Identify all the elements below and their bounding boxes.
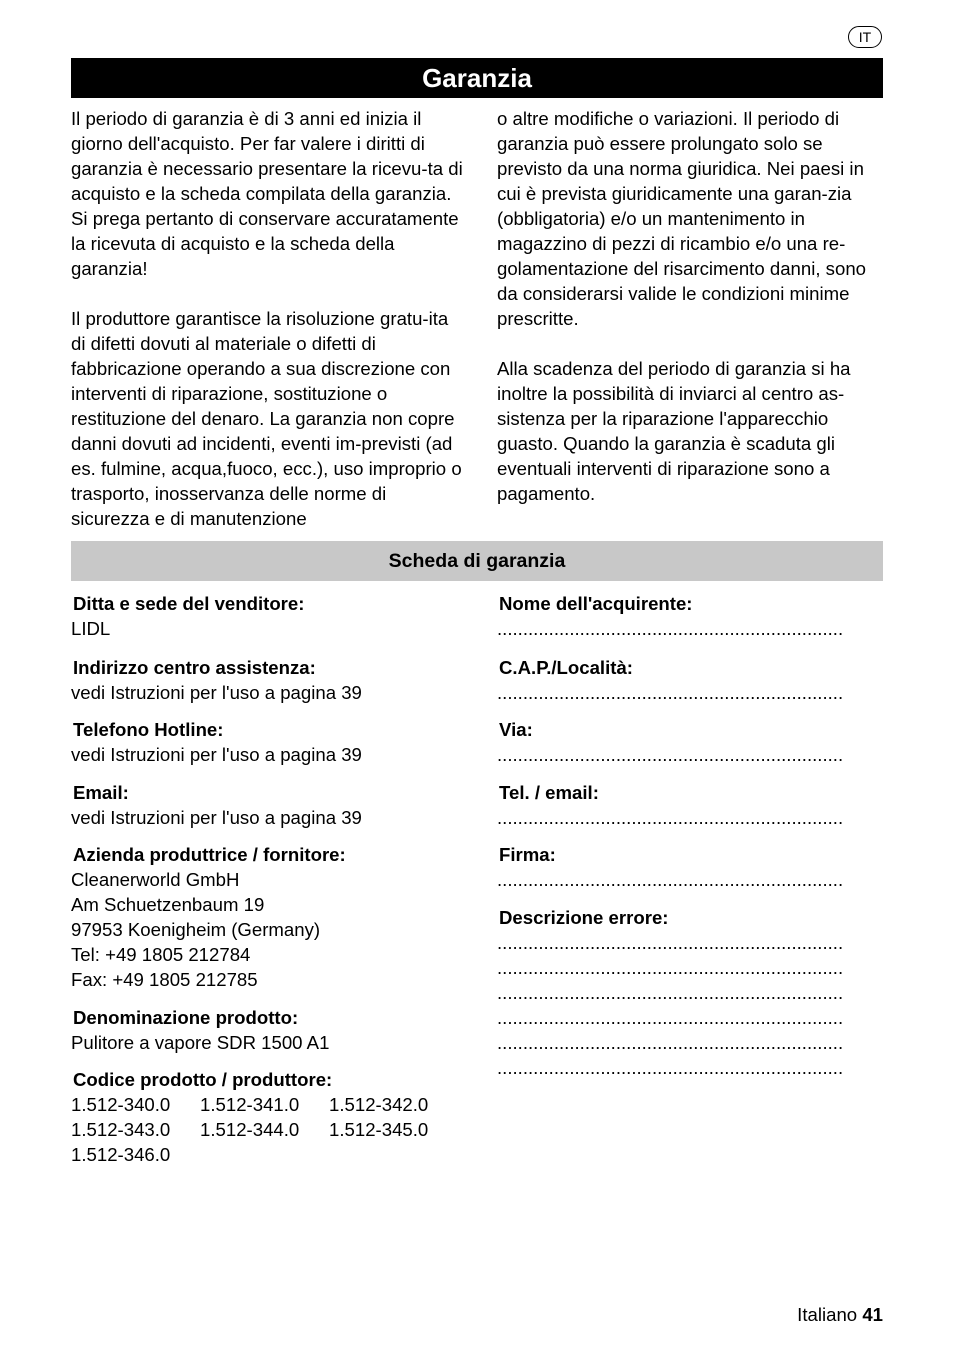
- address-line: Am Schuetzenbaum 19: [71, 894, 265, 915]
- field-label: Indirizzo centro assistenza:: [73, 657, 316, 678]
- zip-city-field: [497, 655, 883, 705]
- fill-in-line[interactable]: ...................................................................: [497, 957, 844, 978]
- page-title: Garanzia: [71, 58, 883, 98]
- address-line: Cleanerworld GmbH: [71, 869, 240, 890]
- address-line: Fax: +49 1805 212785: [71, 969, 258, 990]
- field-label: Codice prodotto / produttore:: [73, 1069, 333, 1090]
- fill-in-line[interactable]: ...................................................................: [497, 807, 844, 828]
- address-line: 97953 Koenigheim (Germany): [71, 919, 321, 940]
- fill-in-line[interactable]: ...................................................................: [497, 932, 844, 953]
- paragraph: Alla scadenza del periodo di garanzia si ha inoltre la possibilità di inviarci al centro as-sistenza per la riparazione l'apparecchio guasto. Quando la garanzia è scaduta gli eventuali interventi di riparazione sono a pagamento.: [497, 358, 851, 504]
- hotline-field: [71, 717, 471, 767]
- fill-in-line[interactable]: ...................................................................: [497, 744, 844, 765]
- page-footer: [797, 1303, 883, 1327]
- field-value: LIDL: [71, 618, 111, 639]
- field-label: Nome dell'acquirente:: [499, 593, 693, 614]
- product-code: 1.512-340.0: [71, 1094, 171, 1115]
- fill-in-line[interactable]: ...................................................................: [497, 1032, 844, 1053]
- warranty-text-right: [497, 106, 889, 506]
- address-line: Tel: +49 1805 212784: [71, 944, 251, 965]
- product-name-field: [71, 1005, 471, 1055]
- warranty-card-title: Scheda di garanzia: [71, 541, 883, 581]
- manufacturer-field: [71, 842, 471, 992]
- product-code: 1.512-342.0: [329, 1094, 429, 1115]
- field-label: C.A.P./Località:: [499, 657, 633, 678]
- seller-field: [71, 591, 471, 641]
- product-code: 1.512-341.0: [200, 1094, 300, 1115]
- fill-in-line[interactable]: ...................................................................: [497, 618, 844, 639]
- product-codes-field: [71, 1067, 471, 1167]
- street-field: [497, 717, 883, 767]
- field-label: Descrizione errore:: [499, 907, 669, 928]
- email-field: [71, 780, 471, 830]
- product-codes-grid: [71, 1092, 471, 1167]
- field-value: vedi Istruzioni per l'uso a pagina 39: [71, 744, 362, 765]
- product-code: 1.512-346.0: [71, 1144, 171, 1165]
- service-address-field: [71, 655, 471, 705]
- footer-language: Italiano: [797, 1304, 858, 1325]
- fill-in-line[interactable]: ...................................................................: [497, 869, 844, 890]
- field-label: Ditta e sede del venditore:: [73, 593, 305, 614]
- product-code: 1.512-345.0: [329, 1119, 429, 1140]
- paragraph: Il periodo di garanzia è di 3 anni ed inizia il giorno dell'acquisto. Per far valere i diritti di garanzia è necessario presentare la ricevu-ta di acquisto e la scheda compilata della garanzia. Si prega pertanto di conservare accuratamente la ricevuta di acquisto e la scheda della garanzia!: [71, 108, 463, 279]
- field-value: vedi Istruzioni per l'uso a pagina 39: [71, 682, 362, 703]
- field-label: Azienda produttrice / fornitore:: [73, 844, 346, 865]
- field-label: Telefono Hotline:: [73, 719, 224, 740]
- field-value: vedi Istruzioni per l'uso a pagina 39: [71, 807, 362, 828]
- field-label: Via:: [499, 719, 533, 740]
- phone-email-field: [497, 780, 883, 830]
- fill-in-line[interactable]: ...................................................................: [497, 982, 844, 1003]
- field-label: Tel. / email:: [499, 782, 599, 803]
- page-number: 41: [862, 1304, 883, 1325]
- fill-in-line[interactable]: ...................................................................: [497, 682, 844, 703]
- product-code: 1.512-343.0: [71, 1119, 171, 1140]
- field-label: Denominazione prodotto:: [73, 1007, 299, 1028]
- field-label: Email:: [73, 782, 129, 803]
- warranty-text-left: [71, 106, 463, 531]
- field-label: Firma:: [499, 844, 556, 865]
- product-code: 1.512-344.0: [200, 1119, 300, 1140]
- field-value: Pulitore a vapore SDR 1500 A1: [71, 1032, 330, 1053]
- language-badge: IT: [848, 26, 882, 48]
- paragraph: o altre modifiche o variazioni. Il periodo di garanzia può essere prolungato solo se previsto da una norma giuridica. Nei paesi in cui è prevista giuridicamente una garan-zia (obbligatoria) e/o un mantenimento in magazzino di pezzi di ricambio e/o una re-golamentazione del risarcimento danni, sono da considerarsi valide le condizioni minime prescritte.: [497, 108, 866, 329]
- buyer-name-field: [497, 591, 883, 641]
- paragraph: Il produttore garantisce la risoluzione gratu-ita di difetti dovuti al materiale o difetti di fabbricazione operando a sua discrezione con interventi di riparazione, sostituzione o restituzione del denaro. La garanzia non copre danni dovuti ad incidenti, eventi im-previsti (ad es. fulmine, acqua,fuoco, ecc.), uso improprio o trasporto, inosservanza delle norme di sicurezza e di manutenzione: [71, 308, 462, 529]
- fill-in-line[interactable]: ...................................................................: [497, 1057, 844, 1078]
- signature-field: [497, 842, 883, 892]
- error-description-field: [497, 905, 883, 1080]
- fill-in-line[interactable]: ...................................................................: [497, 1007, 844, 1028]
